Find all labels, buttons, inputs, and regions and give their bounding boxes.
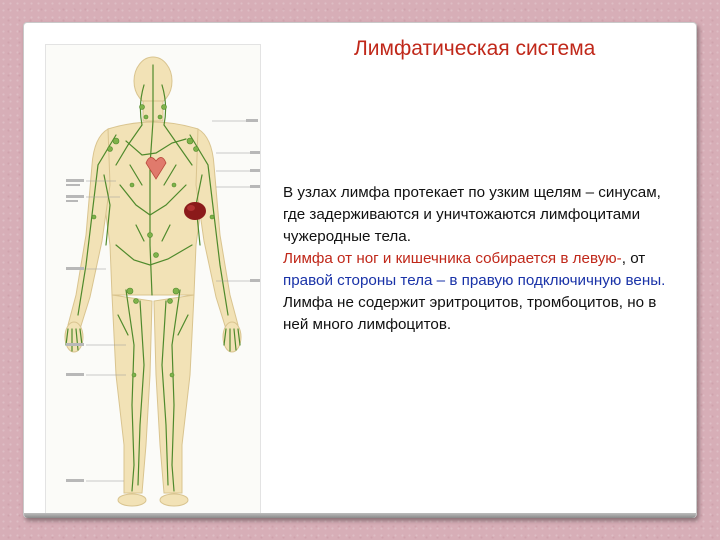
paragraph-lymph-nodes: В узлах лимфа протекает по узким щелям – синусам, где задерживаются и уничтожаются лимфоцитами чужеродные тела.	[283, 184, 661, 245]
slide-title: Лимфатическая система	[354, 37, 596, 60]
slide	[23, 22, 697, 518]
lymphatic-system-figure	[45, 44, 261, 516]
paragraph-lymph-drainage	[283, 248, 673, 292]
paragraph-lymph-composition: Лимфа не содержит эритроцитов, тромбоцитов, но в ней много лимфоцитов.	[283, 294, 657, 333]
lymphatic-body-illustration	[46, 45, 260, 515]
slide-bottom-bar	[24, 513, 696, 518]
drainage-connector-text: , от	[621, 250, 646, 267]
slide-body-text	[283, 182, 673, 336]
drainage-right-text: правой стороны тела – в правую подключичную вены.	[283, 272, 666, 289]
drainage-left-text: Лимфа от ног и кишечника собирается в левую-	[283, 250, 622, 267]
